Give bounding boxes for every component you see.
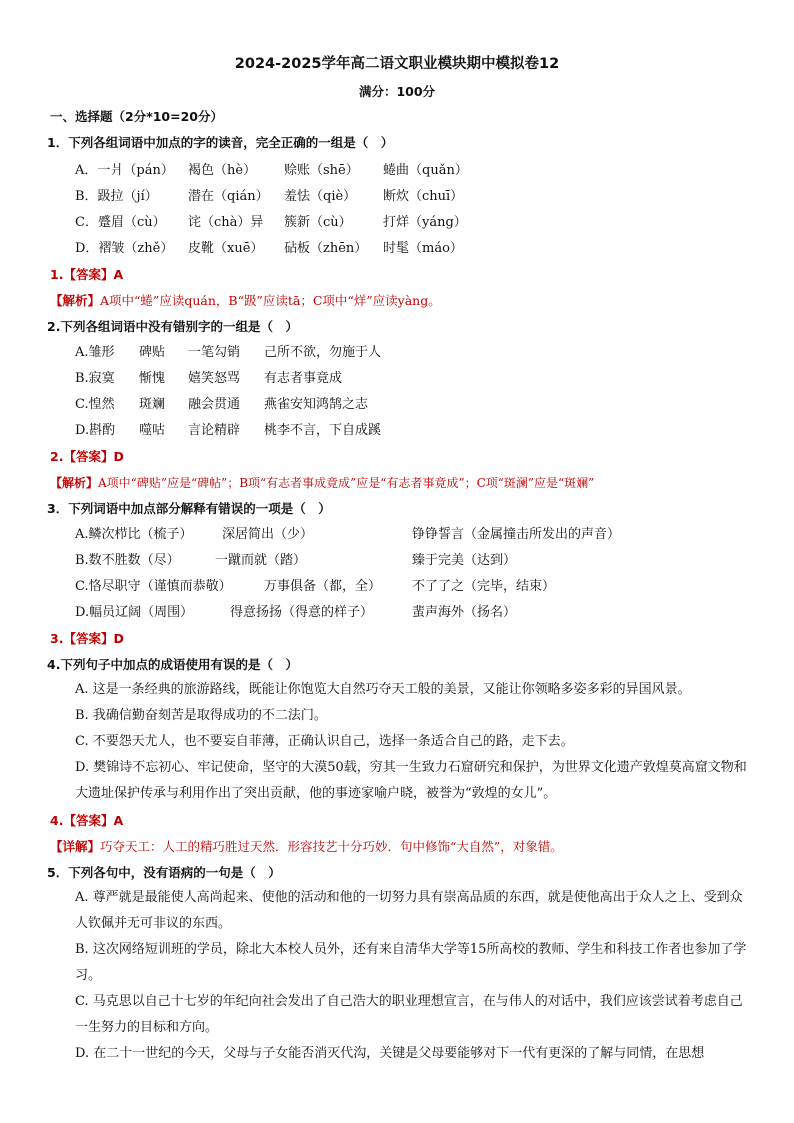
q5-option-a: A. 尊严就是最能使人高尚起来、使他的活动和他的一切努力具有崇高品质的东西，就是使他高出于众人之上、受到众人钦佩并无可非议的东西。	[75, 890, 743, 931]
analysis-text: 巧夺天工：人工的精巧胜过天然．形容技艺十分巧妙．句中修饰“大自然”，对象错。	[100, 839, 563, 854]
question-2-analysis	[50, 474, 594, 492]
q1-option-a-item-2: 褐色（hè）	[188, 163, 257, 178]
q4-option-b: B. 我确信勤奋刻苦是取得成功的不二法门。	[75, 708, 327, 723]
q3-option-d-item-1: D.幅员辽阔（周围）	[75, 605, 194, 620]
q1-option-d-item-2: 皮靴（xuē）	[188, 241, 264, 256]
q2-option-c-item-2: 斑斓	[139, 397, 166, 412]
question-1-analysis	[50, 292, 441, 310]
q3-option-b-item-3: 臻于完美（达到）	[412, 553, 517, 568]
q3-option-a-item-1: A.鳞次栉比（梳子）	[75, 527, 193, 542]
question-1-stem: 1．下列各组词语中加点的字的读音，完全正确的一组是（ ）	[47, 135, 394, 150]
q2-option-d-item-4: 桃李不言，下自成蹊	[264, 423, 382, 438]
q2-option-a-item-4: 己所不欲，勿施于人	[264, 345, 382, 360]
q5-option-b: B. 这次网络短训班的学员，除北大本校人员外，还有来自清华大学等15所高校的教师、学生和科技工作者也参加了学习。	[75, 942, 747, 983]
q5-option-d: D. 在二十一世纪的今天，父母与子女能否消灭代沟，关键是父母要能够对下一代有更深的了解与同情，在思想	[75, 1046, 705, 1061]
q1-option-d-item-4: 时髦（máo）	[383, 241, 463, 256]
question-3-answer: 3.【答案】D	[50, 631, 124, 646]
section-heading: 一、选择题（2分*10=20分）	[50, 109, 223, 124]
q3-option-d-item-2: 得意扬扬（得意的样子）	[230, 605, 374, 620]
q1-option-b-item-3: 羞怯（qiè）	[284, 189, 357, 204]
q3-option-b-item-2: 一蹴而就（踏）	[215, 553, 307, 568]
analysis-tag: 【详解】	[50, 839, 101, 854]
q1-option-a-item-3: 赊账（shē）	[284, 163, 359, 178]
q2-option-a-item-1: A.雏形	[75, 345, 115, 360]
q2-option-d-item-3: 言论精辟	[188, 423, 241, 438]
q1-option-b-item-1: B．趿拉（jí）	[75, 189, 158, 204]
q1-option-c-item-3: 簇新（cù）	[284, 215, 352, 230]
question-4-answer: 4.【答案】A	[50, 813, 124, 828]
q2-option-d-item-2: 噬咕	[139, 423, 166, 438]
analysis-tag: 【解析】	[50, 476, 99, 490]
q1-option-b-item-4: 断炊（chuī）	[383, 189, 464, 204]
question-4-stem: 4.下列句子中加点的成语使用有误的是（ ）	[47, 657, 298, 672]
q2-option-b-item-4: 有志者事竟成	[264, 371, 343, 386]
q2-option-d-item-1: D.斟酌	[75, 423, 116, 438]
question-2-answer: 2.【答案】D	[50, 449, 124, 464]
q1-option-c-item-1: C．蹙眉（cù）	[75, 215, 166, 230]
question-3-stem: 3．下列词语中加点部分解释有错误的一项是（ ）	[47, 501, 331, 516]
q4-option-c: C. 不要怨天尤人，也不要妄自菲薄，正确认识自己，选择一条适合自己的路，走下去。	[75, 734, 574, 749]
q4-option-d: D. 樊锦诗不忘初心、牢记使命，坚守的大漠50载，穷其一生致力石窟研究和保护，为世界文化遗产敦煌莫高窟文物和大遗址保护传承与利用作出了突出贡献，他的事迹家喻户晓，被誉为“敦煌的女儿”。	[75, 760, 747, 801]
q3-option-a-item-3: 铮铮誓言（金属撞击所发出的声音）	[412, 527, 621, 542]
page-title: 2024-2025学年高二语文职业模块期中模拟卷12	[234, 56, 560, 72]
analysis-tag: 【解析】	[50, 293, 101, 308]
q3-option-a-item-2: 深居简出（少）	[222, 527, 314, 542]
analysis-text: A项中“碑贴”应是“碑帖”；B项“有志者事成竟成”应是“有志者事竟成”；C项“斑澜”应是“斑斓”	[98, 476, 595, 490]
q1-option-c-item-4: 打烊（yáng）	[383, 215, 467, 230]
q2-option-c-item-1: C.惶然	[75, 397, 115, 412]
q2-option-a-item-2: 碑贴	[139, 345, 166, 360]
q2-option-b-item-1: B.寂寞	[75, 371, 115, 386]
q1-option-a-item-4: 蜷曲（quǎn）	[383, 163, 468, 178]
q2-option-c-item-3: 融会贯通	[188, 397, 241, 412]
analysis-text: A项中“蜷”应读quán，B“趿”应读tā；C项中“烊”应读yàng。	[100, 293, 441, 308]
q1-option-d-item-1: D．褶皱（zhě）	[75, 241, 174, 256]
q3-option-b-item-1: B.数不胜数（尽）	[75, 553, 180, 568]
question-4-analysis	[50, 838, 563, 856]
question-2-stem: 2.下列各组词语中没有错别字的一组是（ ）	[47, 319, 298, 334]
q1-option-a-item-1: A．一爿（pán）	[75, 163, 174, 178]
question-5-stem: 5．下列各句中，没有语病的一句是（ ）	[47, 865, 281, 880]
q4-option-a: A. 这是一条经典的旅游路线，既能让你饱览大自然巧夺天工般的美景，又能让你领略多姿多彩的异国风景。	[75, 682, 691, 697]
q1-option-c-item-2: 诧（chà）异	[188, 215, 264, 230]
q1-option-d-item-3: 砧板（zhēn）	[284, 241, 368, 256]
full-score: 满分：100分	[358, 84, 436, 99]
question-1-answer: 1.【答案】A	[50, 267, 124, 282]
q2-option-a-item-3: 一笔勾销	[188, 345, 241, 360]
q2-option-b-item-2: 惭愧	[139, 371, 166, 386]
q2-option-c-item-4: 燕雀安知鸿鹄之志	[264, 397, 369, 412]
q5-option-c: C. 马克思以自己十七岁的年纪向社会发出了自己浩大的职业理想宣言，在与伟人的对话中，我们应该尝试着考虑自己一生努力的目标和方向。	[75, 994, 743, 1035]
q1-option-b-item-2: 潜在（qián）	[188, 189, 269, 204]
q3-option-c-item-1: C.恪尽职守（谨慎而恭敬）	[75, 579, 232, 594]
q3-option-c-item-2: 万事俱备（都，全）	[264, 579, 382, 594]
q3-option-c-item-3: 不了了之（完毕，结束）	[412, 579, 556, 594]
q2-option-b-item-3: 嬉笑怒骂	[188, 371, 241, 386]
q3-option-d-item-3: 蜚声海外（扬名）	[412, 605, 517, 620]
